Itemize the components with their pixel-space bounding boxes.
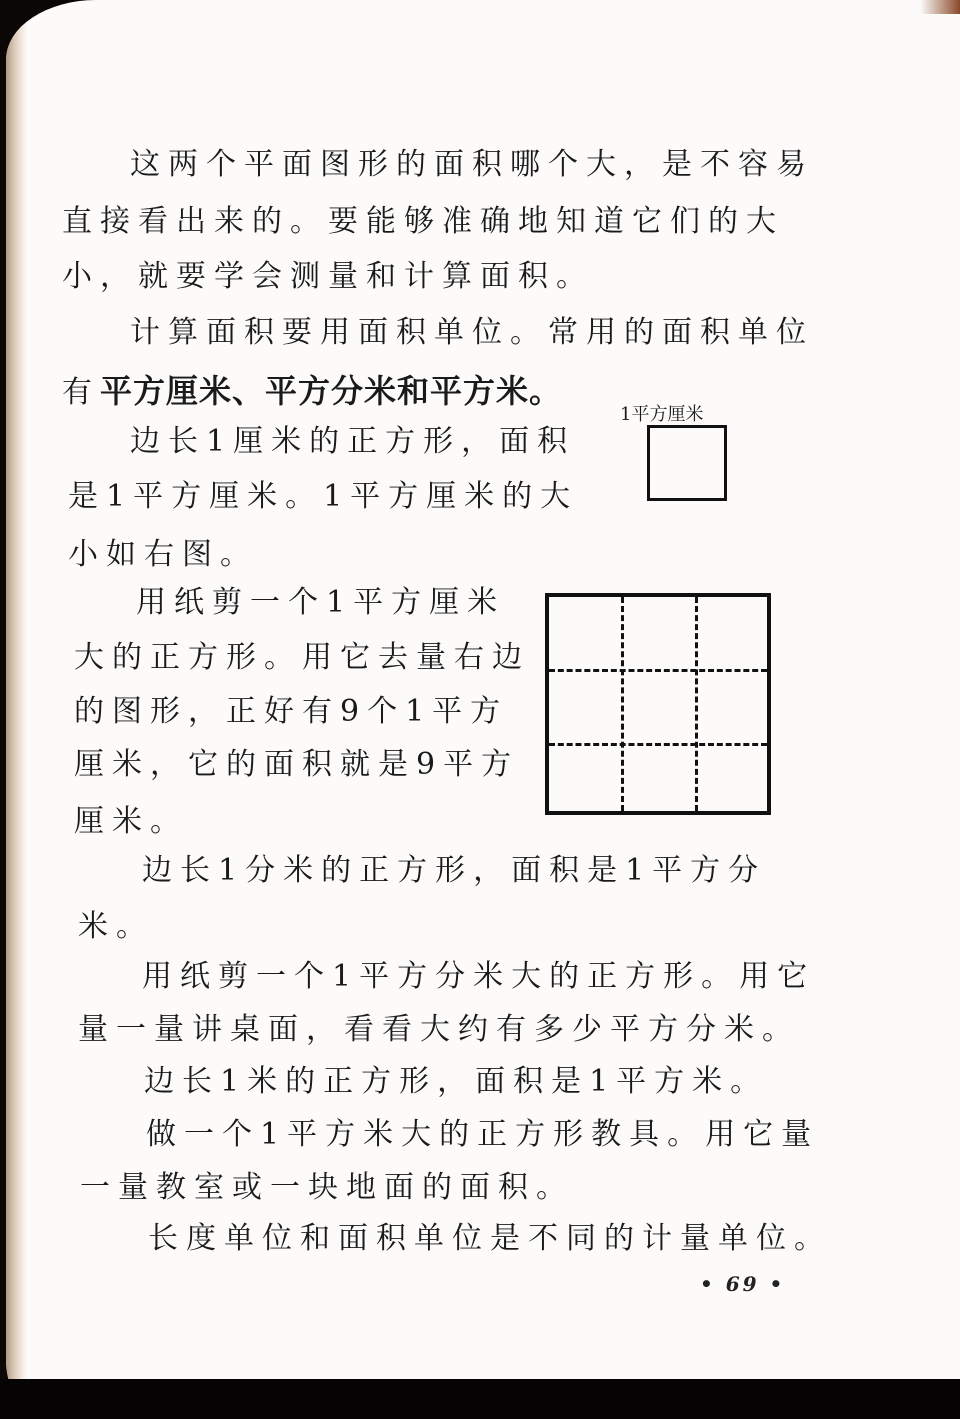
grid-dashed-line bbox=[549, 669, 767, 672]
paragraph-2-prefix: 有 bbox=[62, 375, 100, 410]
book-edge-corner bbox=[920, 0, 960, 14]
textbook-page bbox=[6, 0, 960, 1400]
paragraph-9-line-1: 长度单位和面积单位是不同的计量单位。 bbox=[148, 1221, 832, 1256]
paragraph-5-line-2: 米。 bbox=[78, 909, 154, 944]
paragraph-4-line-2: 大的正方形。用它去量右边 bbox=[74, 640, 530, 675]
paragraph-4-line-1: 用纸剪一个1平方厘米 bbox=[136, 585, 506, 620]
paragraph-7-line-1: 边长1米的正方形，面积是1平方米。 bbox=[144, 1064, 769, 1099]
paragraph-3-line-3: 小如右图。 bbox=[68, 537, 258, 572]
grid-dashed-line bbox=[695, 597, 698, 811]
paragraph-4-line-4: 厘米，它的面积就是9平方 bbox=[74, 747, 520, 782]
page-number: • 69 • bbox=[700, 1272, 786, 1296]
book-bottom-shadow bbox=[0, 1379, 960, 1419]
unit-square-label: 1平方厘米 bbox=[620, 404, 704, 425]
paragraph-6-line-1: 用纸剪一个1平方分米大的正方形。用它 bbox=[142, 959, 816, 994]
paragraph-2-line-2 bbox=[62, 372, 563, 410]
nine-square-centimeter-grid-figure bbox=[545, 593, 771, 815]
paragraph-2-line-1: 计算面积要用面积单位。常用的面积单位 bbox=[130, 315, 814, 350]
one-square-centimeter-figure bbox=[647, 425, 727, 501]
paragraph-1-line-1: 这两个平面图形的面积哪个大，是不容易 bbox=[130, 147, 814, 182]
area-units-emphasis: 平方厘米、平方分米和平方米。 bbox=[100, 372, 563, 410]
paragraph-1-line-2: 直接看出来的。要能够准确地知道它们的大 bbox=[62, 204, 784, 239]
paragraph-5-line-1: 边长1分米的正方形，面积是1平方分 bbox=[142, 853, 767, 888]
paragraph-3-line-1: 边长1厘米的正方形，面积 bbox=[130, 424, 576, 459]
grid-dashed-line bbox=[621, 597, 624, 811]
paragraph-8-line-2: 一量教室或一块地面的面积。 bbox=[80, 1170, 574, 1205]
paragraph-8-line-1: 做一个1平方米大的正方形教具。用它量 bbox=[146, 1117, 820, 1152]
paragraph-4-line-5: 厘米。 bbox=[74, 804, 188, 839]
grid-dashed-line bbox=[549, 743, 767, 746]
paragraph-4-line-3: 的图形，正好有9个1平方 bbox=[74, 694, 509, 729]
paragraph-3-line-2: 是1平方厘米。1平方厘米的大 bbox=[68, 479, 579, 514]
paragraph-6-line-2: 量一量讲桌面，看看大约有多少平方分米。 bbox=[78, 1012, 800, 1047]
paragraph-1-line-3: 小，就要学会测量和计算面积。 bbox=[62, 259, 594, 294]
